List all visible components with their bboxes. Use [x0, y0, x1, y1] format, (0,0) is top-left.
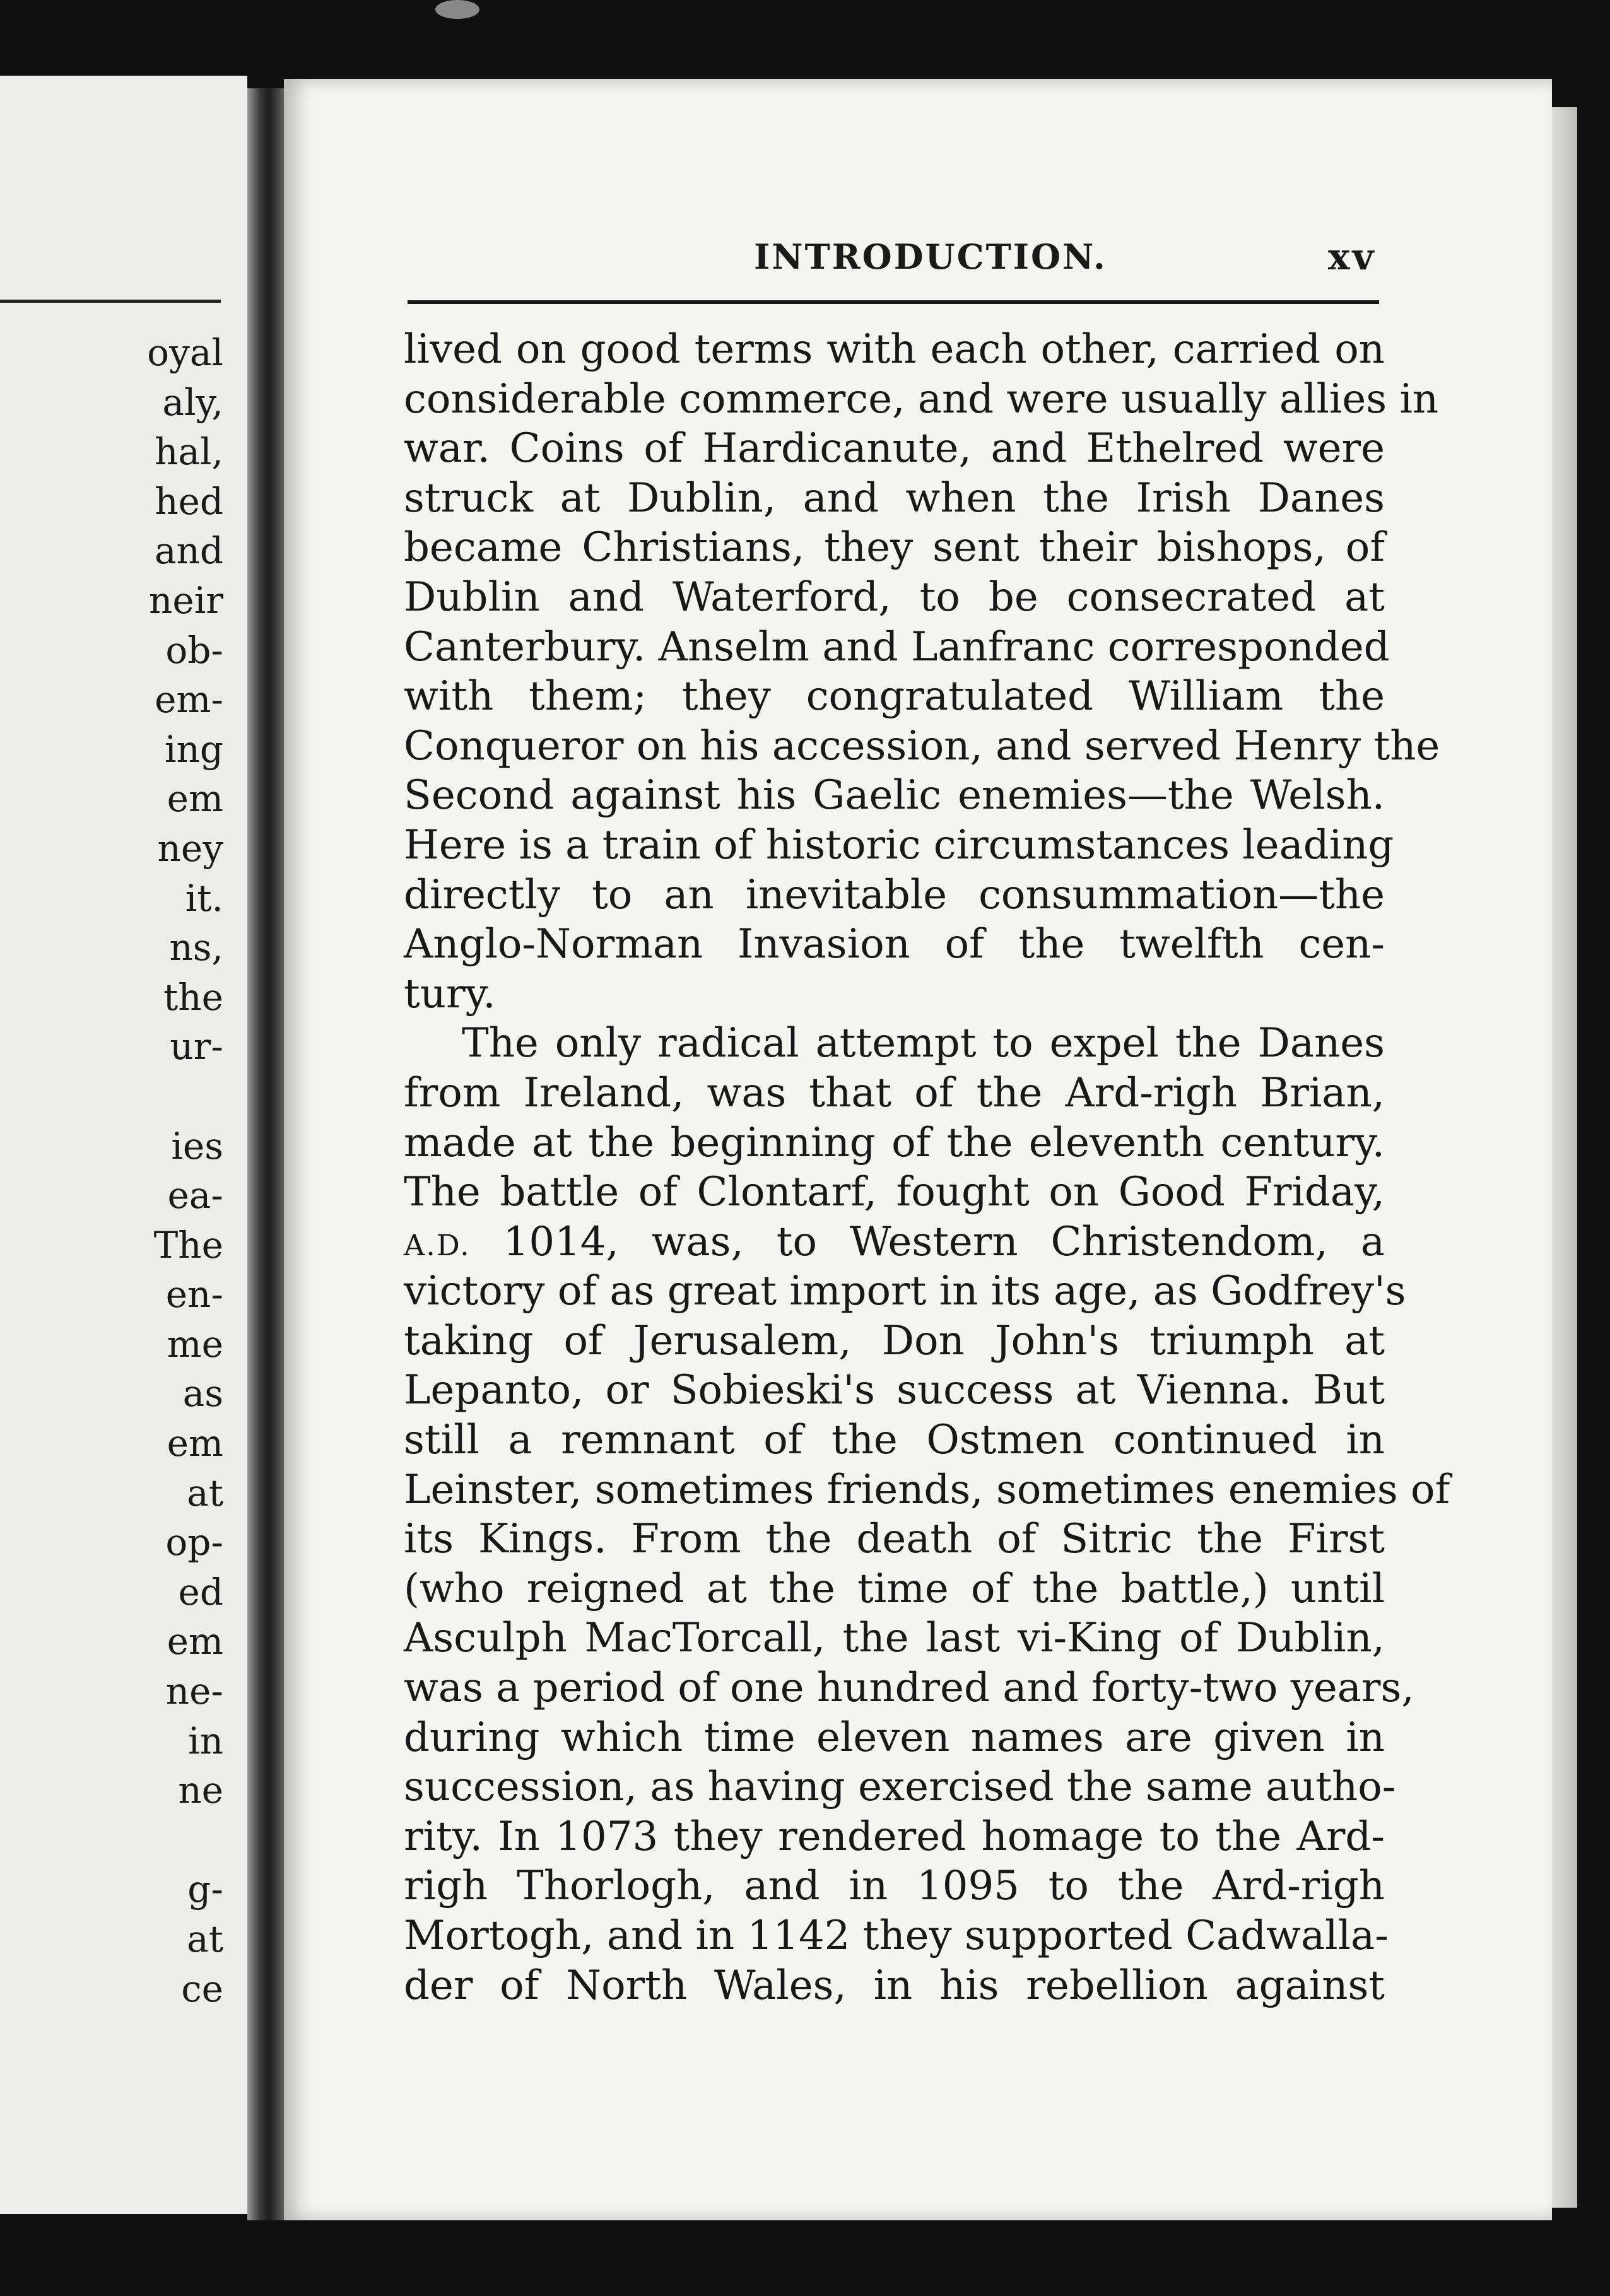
fragment-line: [97, 1072, 223, 1122]
fragment-line: at: [187, 1918, 223, 1960]
text-line-paragraph-end: tury.: [404, 970, 496, 1017]
fragment-line: ea-: [167, 1174, 223, 1217]
text-line: Leinster, sometimes friends, sometimes enemies of: [404, 1466, 1450, 1513]
facing-page-head-rule: [0, 300, 221, 303]
fragment-line: ne-: [165, 1670, 223, 1713]
text-line: made at the beginning of the eleventh century.: [404, 1119, 1385, 1166]
fragment-line: the: [163, 975, 223, 1019]
text-line: directly to an inevitable consummation—the: [404, 871, 1385, 918]
fragment-line: hal,: [155, 430, 223, 474]
fragment-line: ns,: [169, 926, 223, 969]
text-line: lived on good terms with each other, carried on: [404, 326, 1385, 373]
fragment-line: ur-: [170, 1025, 223, 1069]
fragment-line: aly,: [162, 380, 223, 424]
fragment-line: em: [167, 1422, 223, 1465]
text-line: Here is a train of historic circumstances leading: [404, 821, 1394, 869]
text-line: taking of Jerusalem, Don John's triumph at: [404, 1317, 1385, 1364]
text-line: righ Thorlogh, and in 1095 to the Ard-righ: [404, 1863, 1385, 1910]
text-line: Mortogh, and in 1142 they supported Cadwalla-: [404, 1912, 1389, 1959]
text-line: The battle of Clontarf, fought on Good Friday,: [404, 1169, 1385, 1216]
page-number: xv: [1328, 235, 1377, 278]
text-line: considerable commerce, and were usually allies in: [404, 375, 1439, 423]
fragment-line: ce: [181, 1967, 223, 2010]
text-line: was a period of one hundred and forty-two years,: [404, 1665, 1414, 1712]
facing-page-text-fragments: [97, 328, 223, 2013]
text-line: [404, 1217, 1385, 1267]
fragment-line: en-: [165, 1273, 223, 1316]
text-line: rity. In 1073 they rendered homage to the Ard-: [404, 1813, 1385, 1860]
running-head: INTRODUCTION.: [754, 237, 1107, 277]
book-gutter: [247, 88, 284, 2220]
text-line: war. Coins of Hardicanute, and Ethelred were: [404, 425, 1385, 472]
fragment-line: ob-: [165, 628, 223, 672]
text-line: Lepanto, or Sobieski's success at Vienna. But: [404, 1367, 1385, 1414]
fragment-line: [97, 1815, 223, 1865]
text-line: (who reigned at the time of the battle,) until: [404, 1565, 1385, 1612]
text-line: from Ireland, was that of the Ard-righ Brian,: [404, 1069, 1385, 1116]
text-line: Canterbury. Anselm and Lanfranc corresponded: [404, 623, 1390, 671]
fragment-line: at: [187, 1471, 223, 1514]
fragment-line: ing: [164, 727, 223, 771]
text-line-paragraph-start: The only radical attempt to expel the Danes: [462, 1020, 1385, 1067]
text-line: der of North Wales, in his rebellion against: [404, 1962, 1385, 2009]
ink-speck: [435, 0, 479, 19]
text-line: Conqueror on his accession, and served Henry the: [404, 722, 1440, 770]
fragment-line: me: [167, 1322, 223, 1366]
fragment-line: in: [188, 1719, 223, 1762]
header-rule: [408, 300, 1379, 304]
fragment-line: ne: [178, 1769, 223, 1812]
text-line: succession, as having exercised the same autho-: [404, 1764, 1396, 1811]
fragment-line: em: [167, 1620, 223, 1663]
fragment-line: em: [167, 777, 223, 821]
text-line: Second against his Gaelic enemies—the Welsh.: [404, 772, 1385, 819]
fragment-line: op-: [165, 1521, 223, 1564]
text-line: its Kings. From the death of Sitric the First: [404, 1516, 1385, 1563]
fragment-line: hed: [155, 479, 223, 523]
text-line: struck at Dublin, and when the Irish Danes: [404, 474, 1385, 522]
fragment-line: oyal: [147, 331, 223, 374]
fragment-line: and: [154, 529, 223, 573]
text-line: with them; they congratulated William the: [404, 673, 1385, 720]
fragment-line: ed: [178, 1570, 223, 1614]
text-line: during which time eleven names are given in: [404, 1714, 1385, 1761]
text-line: Dublin and Waterford, to be consecrated at: [404, 573, 1385, 621]
fragment-line: it.: [185, 876, 223, 920]
body-text: [404, 325, 1450, 2010]
fragment-line: as: [182, 1372, 223, 1415]
text-line: still a remnant of the Ostmen continued in: [404, 1417, 1385, 1464]
fragment-line: The: [153, 1223, 223, 1267]
text-line: Asculph MacTorcall, the last vi-King of Dublin,: [404, 1615, 1385, 1662]
text-line: became Christians, they sent their bishops, of: [404, 524, 1385, 571]
fragment-line: neir: [149, 578, 223, 622]
fragment-line: g-: [187, 1868, 223, 1911]
facing-page-left: [0, 76, 247, 2214]
fragment-line: em-: [155, 678, 223, 722]
fragment-line: ney: [157, 826, 223, 870]
anno-domini-small-caps: A.D.: [404, 1227, 471, 1262]
text-line: Anglo-Norman Invasion of the twelfth cen-: [404, 921, 1385, 968]
page-edge: [1552, 107, 1577, 2208]
text-line-remainder: 1014, was, to Western Christendom, a: [503, 1218, 1385, 1265]
text-line: victory of as great import in its age, as Godfrey's: [404, 1268, 1406, 1315]
fragment-line: ies: [171, 1124, 223, 1168]
